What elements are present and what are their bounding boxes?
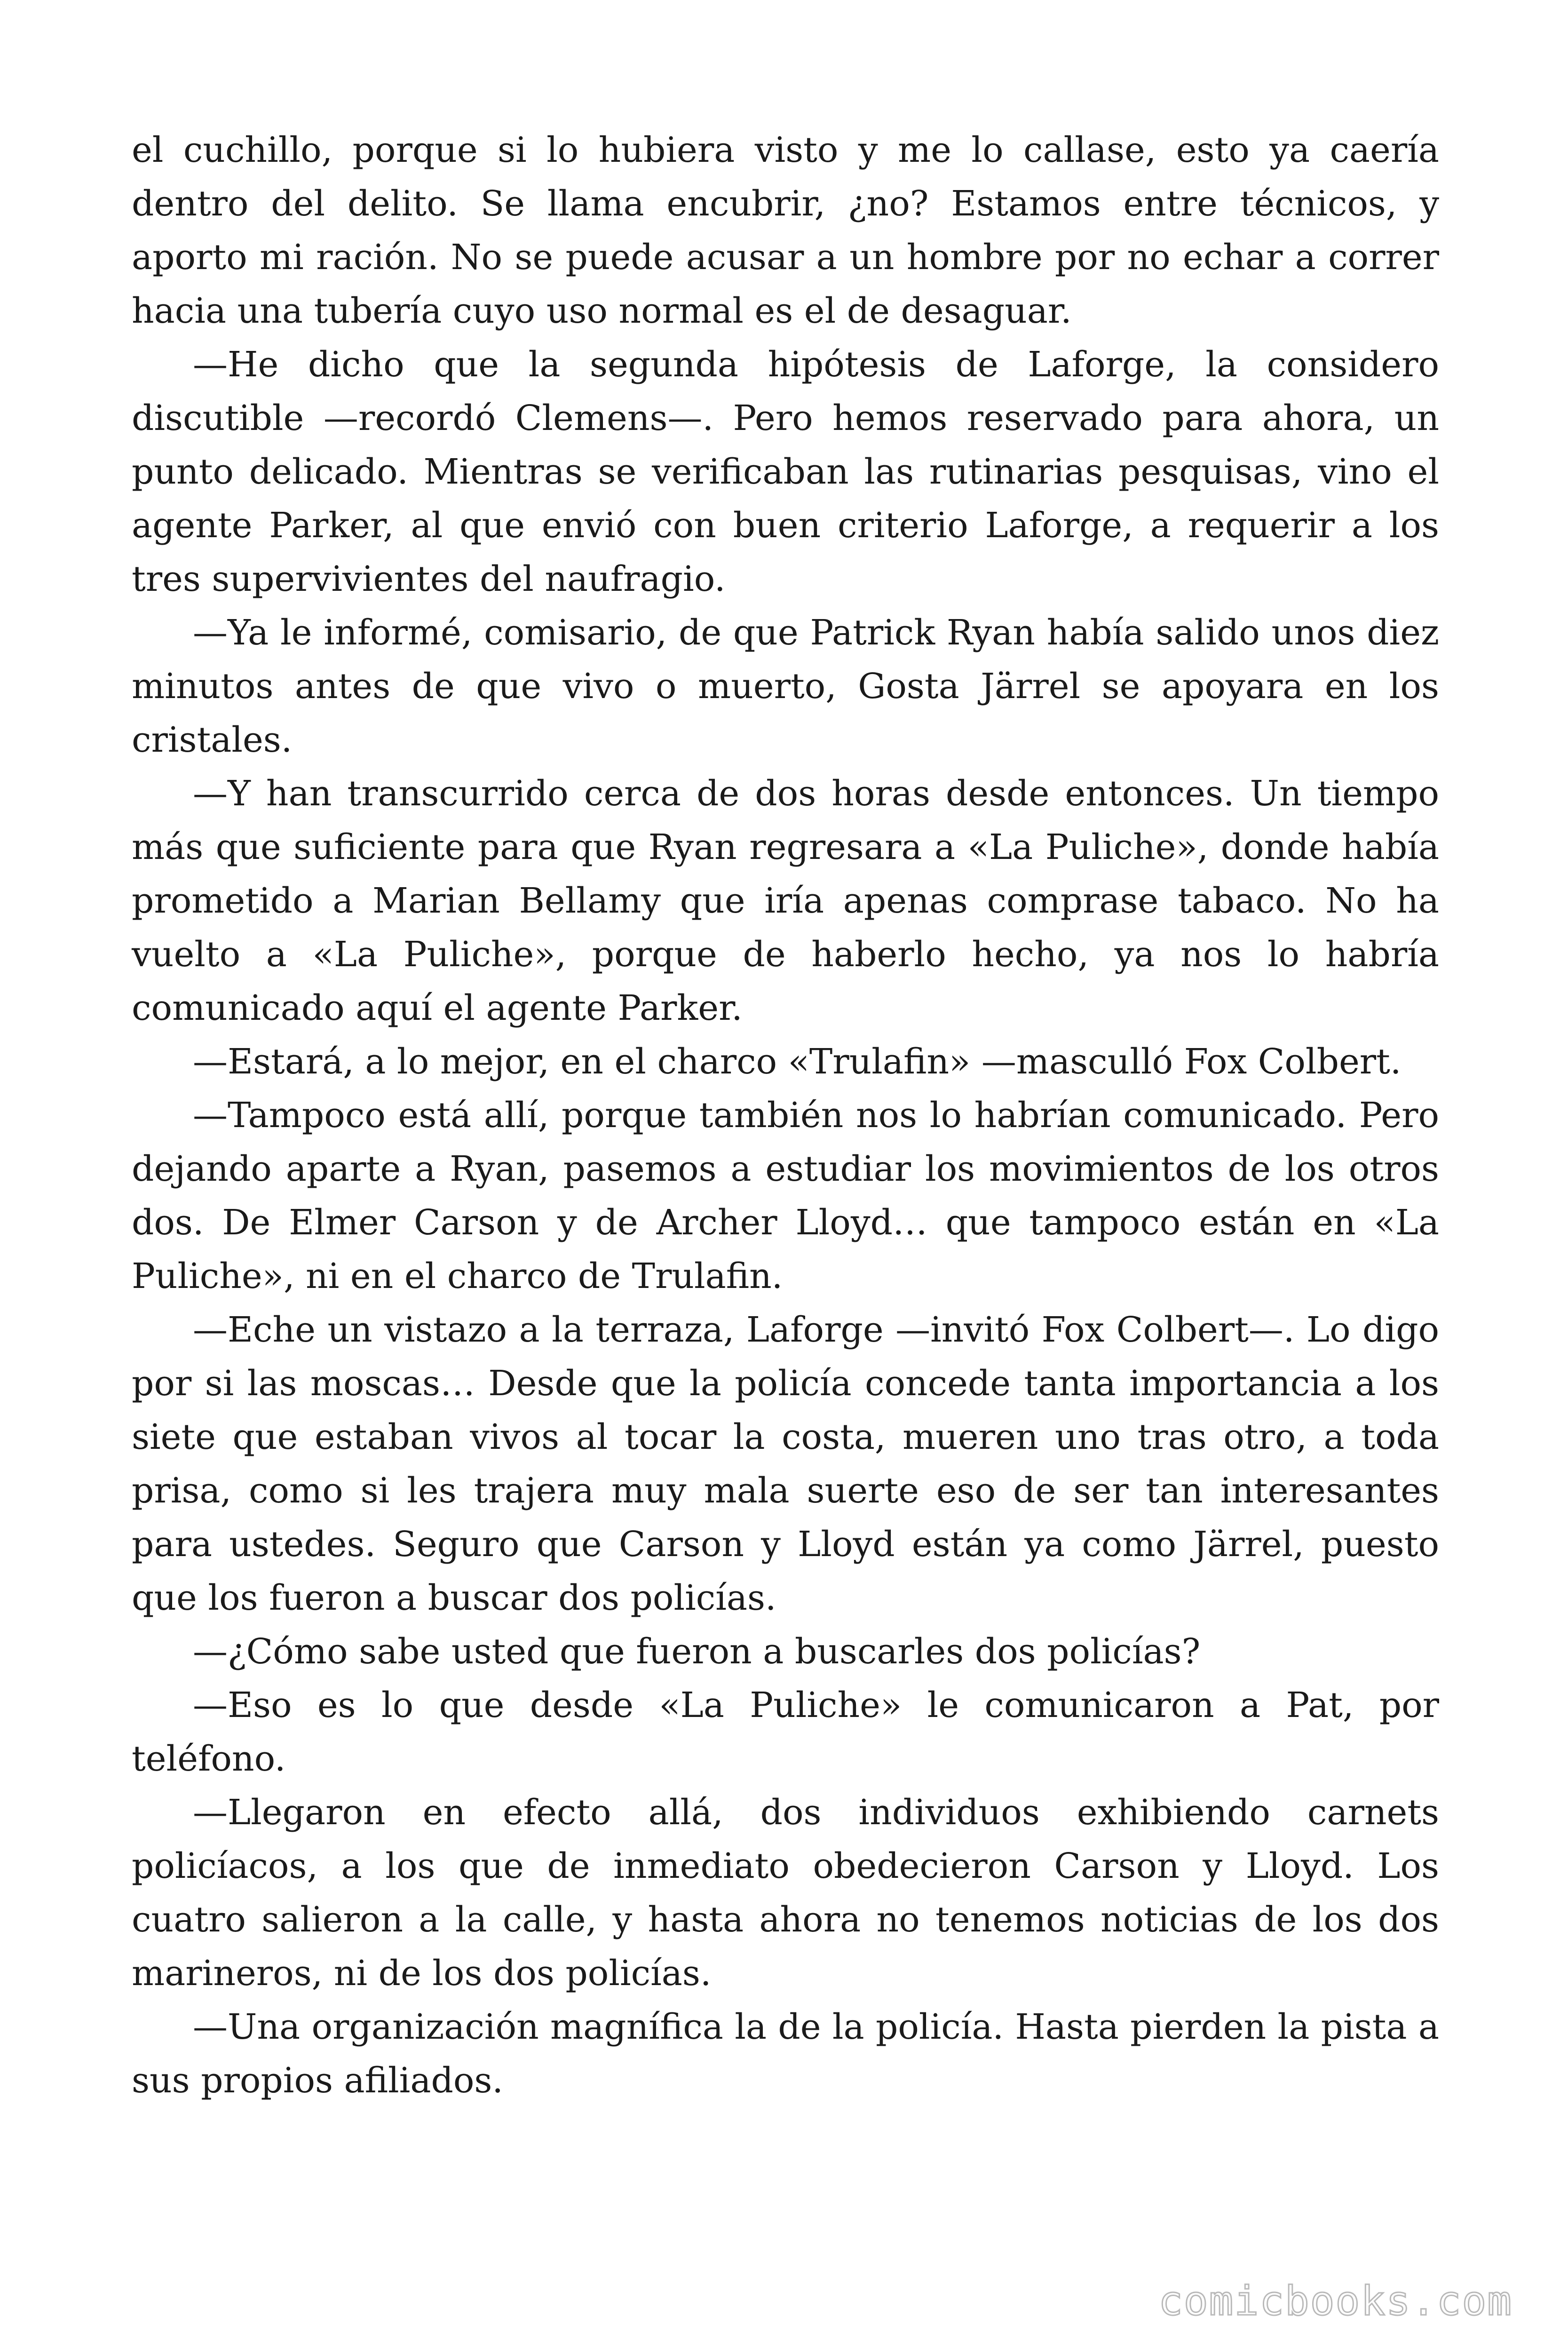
paragraph: —Ya le informé, comisario, de que Patrick Ryan había salido unos diez minutos antes de que vivo o muerto, Gosta Järrel se apoyara en los cristales. [132, 612, 1439, 760]
paragraph: —Una organización magnífica la de la policía. Hasta pierden la pista a sus propios afiliados. [132, 2007, 1439, 2101]
paragraph: el cuchillo, porque si lo hubiera visto y me lo callase, esto ya caería dentro del delito. Se llama encubrir, ¿no? Estamos entre técnicos, y aporto mi ración. No se puede acusar a un hombre por no echar a correr hacia una tubería cuyo uso normal es el de desaguar. [132, 130, 1439, 331]
watermark: comicbooks.com [1158, 2278, 1513, 2325]
paragraph: —He dicho que la segunda hipótesis de Laforge, la considero discutible —recordó Clemens—. Pero hemos reservado para ahora, un punto delicado. Mientras se verificaban las rutinarias pesquisas, vino el agente Parker, al que envió con buen criterio Laforge, a requerir a los tres supervivientes del naufragio. [132, 344, 1439, 599]
paragraph: —Estará, a lo mejor, en el charco «Trulafin» —masculló Fox Colbert. [193, 1041, 1402, 1082]
paragraph: —Tampoco está allí, porque también nos lo habrían comunicado. Pero dejando aparte a Ryan, pasemos a estudiar los movimientos de los otros dos. De Elmer Carson y de Archer Lloyd… que tampoco están en «La Puliche», ni en el charco de Trulafin. [132, 1095, 1439, 1296]
paragraph: —Eso es lo que desde «La Puliche» le comunicaron a Pat, por teléfono. [132, 1685, 1439, 1779]
paragraph: —¿Cómo sabe usted que fueron a buscarles dos policías? [193, 1631, 1201, 1672]
paragraph: —Y han transcurrido cerca de dos horas desde entonces. Un tiempo más que suficiente para que Ryan regresara a «La Puliche», donde había prometido a Marian Bellamy que iría apenas comprase tabaco. No ha vuelto a «La Puliche», porque de haberlo hecho, ya nos lo habría comunicado aquí el agente Parker. [132, 773, 1439, 1028]
page-body [132, 123, 1439, 2107]
paragraph: —Llegaron en efecto allá, dos individuos exhibiendo carnets policíacos, a los que de inmediato obedecieron Carson y Lloyd. Los cuatro salieron a la calle, y hasta ahora no tenemos noticias de los dos marineros, ni de los dos policías. [132, 1792, 1439, 1994]
paragraph: —Eche un vistazo a la terraza, Laforge —invitó Fox Colbert—. Lo digo por si las moscas… Desde que la policía concede tanta importancia a los siete que estaban vivos al tocar la costa, mueren uno tras otro, a toda prisa, como si les trajera muy mala suerte eso de ser tan interesantes para ustedes. Seguro que Carson y Lloyd están ya como Järrel, puesto que los fueron a buscar dos policías. [132, 1310, 1439, 1618]
